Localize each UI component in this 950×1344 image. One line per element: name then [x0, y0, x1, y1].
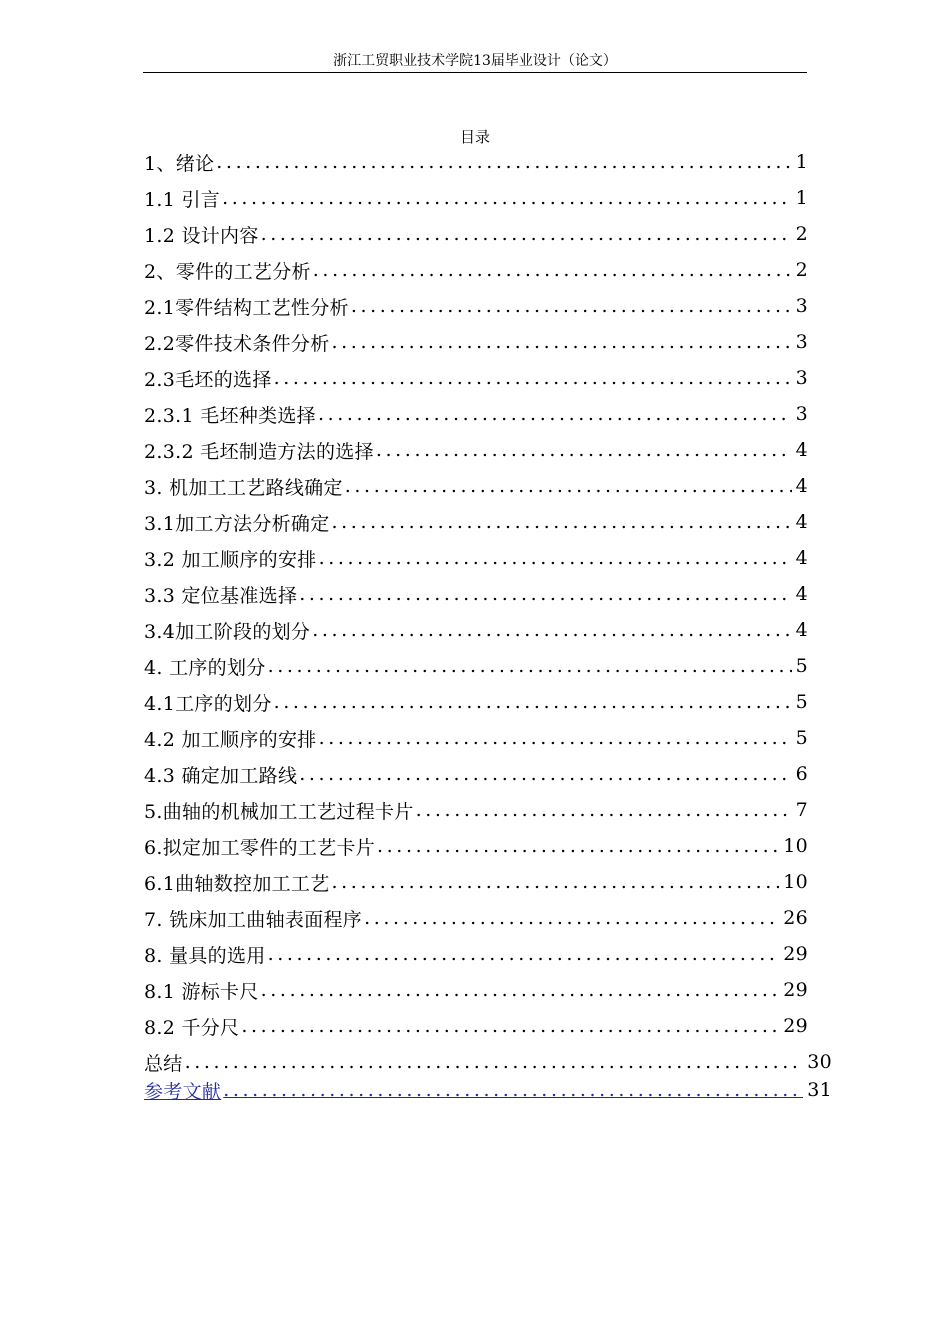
- toc-closing-entries: [144, 1048, 832, 1104]
- toc-entry[interactable]: [144, 684, 808, 720]
- dot-leader: [223, 1079, 803, 1101]
- dot-leader: [377, 835, 779, 857]
- toc-entry-label: 6.1曲轴数控加工工艺: [144, 872, 330, 895]
- toc-entry-page: 10: [783, 835, 808, 857]
- toc-entry-label: 4.3 确定加工路线: [144, 764, 298, 787]
- dot-leader: [351, 295, 792, 317]
- toc-entry-page: 3: [795, 367, 808, 389]
- dot-leader: [319, 727, 792, 749]
- toc-entry-page: 1: [795, 187, 808, 209]
- dot-leader: [261, 223, 792, 245]
- toc-entry-page: 30: [807, 1051, 832, 1073]
- toc-entry[interactable]: [144, 828, 808, 864]
- toc-entry-page: 29: [783, 943, 808, 965]
- dot-leader: [299, 583, 791, 605]
- dot-leader: [268, 655, 792, 677]
- toc-entry[interactable]: [144, 360, 808, 396]
- toc-entry-page: 10: [783, 871, 808, 893]
- dot-leader: [313, 259, 792, 281]
- toc-entry[interactable]: [144, 540, 808, 576]
- toc-entry-label: 4.1工序的划分: [144, 692, 272, 715]
- dot-leader: [274, 367, 792, 389]
- toc-entry-page: 3: [795, 331, 808, 353]
- toc-entry-label: 3. 机加工工艺路线确定: [144, 476, 343, 499]
- toc-entry-label: 3.3 定位基准选择: [144, 584, 298, 607]
- toc-entry-label: 6.拟定加工零件的工艺卡片: [144, 836, 376, 859]
- toc-entry-page: 6: [795, 763, 808, 785]
- toc-entry[interactable]: [144, 144, 808, 180]
- toc-entry[interactable]: [144, 756, 808, 792]
- toc-entry-label: 5.曲轴的机械加工工艺过程卡片: [144, 800, 414, 823]
- dot-leader: [268, 943, 780, 965]
- dot-leader: [261, 979, 780, 1001]
- dot-leader: [319, 547, 792, 569]
- toc-entry-page: 29: [783, 1015, 808, 1037]
- toc-entry-label: 2.2零件技术条件分析: [144, 332, 330, 355]
- toc-entry[interactable]: [144, 792, 808, 828]
- toc-entry[interactable]: [144, 720, 808, 756]
- toc-entry[interactable]: [144, 396, 808, 432]
- dot-leader: [274, 691, 792, 713]
- toc-entry-page: 2: [795, 259, 808, 281]
- toc-entry-page: 3: [795, 295, 808, 317]
- toc-entry-page: 1: [795, 151, 808, 173]
- toc-entry-page: 26: [783, 907, 808, 929]
- dot-leader: [376, 439, 792, 461]
- toc-entry-page: 4: [795, 475, 808, 497]
- toc-entry-label: 3.2 加工顺序的安排: [144, 548, 317, 571]
- toc-entry-label: 7. 铣床加工曲轴表面程序: [144, 908, 363, 931]
- dot-leader: [318, 403, 792, 425]
- toc-entry-summary[interactable]: [144, 1048, 832, 1076]
- dot-leader: [332, 511, 792, 533]
- toc-entry[interactable]: [144, 576, 808, 612]
- toc-entry[interactable]: [144, 432, 808, 468]
- toc-entry-label: 2.1零件结构工艺性分析: [144, 296, 349, 319]
- toc-entry-label: 8.2 千分尺: [144, 1016, 240, 1039]
- toc-entry-page: 31: [807, 1079, 832, 1101]
- header-rule: [143, 72, 807, 73]
- toc-entry-label: 2.3.2 毛坯制造方法的选择: [144, 440, 374, 463]
- toc-entry[interactable]: [144, 972, 808, 1008]
- toc-entry-label: 2.3.1 毛坯种类选择: [144, 404, 316, 427]
- dot-leader: [312, 619, 791, 641]
- toc-entry[interactable]: [144, 504, 808, 540]
- toc-entry-page: 4: [795, 619, 808, 641]
- toc-entry-page: 7: [795, 799, 808, 821]
- toc-entry-label: 2、零件的工艺分析: [144, 260, 311, 283]
- toc-entry[interactable]: [144, 1008, 808, 1044]
- toc-entry[interactable]: [144, 180, 808, 216]
- toc-entry[interactable]: [144, 612, 808, 648]
- toc-entry-page: 4: [795, 511, 808, 533]
- dot-leader: [364, 907, 779, 929]
- dot-leader: [345, 475, 792, 497]
- toc-entry[interactable]: [144, 468, 808, 504]
- toc-entry-label: 1、绪论: [144, 152, 215, 175]
- toc-entry-label: 1.2 设计内容: [144, 224, 259, 247]
- toc-entry-page: 29: [783, 979, 808, 1001]
- toc-entry-label: 4.2 加工顺序的安排: [144, 728, 317, 751]
- toc-entry-label: 1.1 引言: [144, 188, 221, 211]
- dot-leader: [185, 1051, 804, 1073]
- toc-entry[interactable]: [144, 216, 808, 252]
- dot-leader: [332, 331, 792, 353]
- toc-entry-page: 4: [795, 583, 808, 605]
- toc-entry[interactable]: [144, 864, 808, 900]
- toc-entry-label: 2.3毛坯的选择: [144, 368, 272, 391]
- toc-entry[interactable]: [144, 252, 808, 288]
- toc-entry-page: 4: [795, 547, 808, 569]
- toc-entry-page: 5: [795, 727, 808, 749]
- page-header: 浙江工贸职业技术学院13届毕业设计（论文）: [333, 53, 617, 69]
- dot-leader: [332, 871, 780, 893]
- toc-entry-page: 4: [795, 439, 808, 461]
- toc-entry[interactable]: [144, 648, 808, 684]
- toc-entry[interactable]: [144, 900, 808, 936]
- dot-leader: [299, 763, 791, 785]
- dot-leader: [241, 1015, 779, 1037]
- toc-entry-label: 8.1 游标卡尺: [144, 980, 259, 1003]
- toc-entry-page: 5: [795, 655, 808, 677]
- toc-entry-label: 总结: [144, 1052, 183, 1075]
- toc-entry-references-link[interactable]: [144, 1076, 832, 1104]
- toc-entry[interactable]: [144, 936, 808, 972]
- table-of-contents: [144, 144, 808, 1044]
- dot-leader: [222, 187, 792, 209]
- toc-entry[interactable]: [144, 288, 808, 324]
- toc-entry-label: 3.4加工阶段的划分: [144, 620, 311, 643]
- dot-leader: [216, 151, 791, 173]
- toc-title: 目录: [459, 128, 490, 146]
- toc-entry-page: 3: [795, 403, 808, 425]
- dot-leader: [416, 799, 792, 821]
- toc-entry-label: 8. 量具的选用: [144, 944, 266, 967]
- toc-entry-label: 参考文献: [144, 1080, 222, 1103]
- toc-entry-label: 3.1加工方法分析确定: [144, 512, 330, 535]
- toc-entry-page: 2: [795, 223, 808, 245]
- toc-entry[interactable]: [144, 324, 808, 360]
- toc-entry-page: 5: [795, 691, 808, 713]
- toc-entry-label: 4. 工序的划分: [144, 656, 266, 679]
